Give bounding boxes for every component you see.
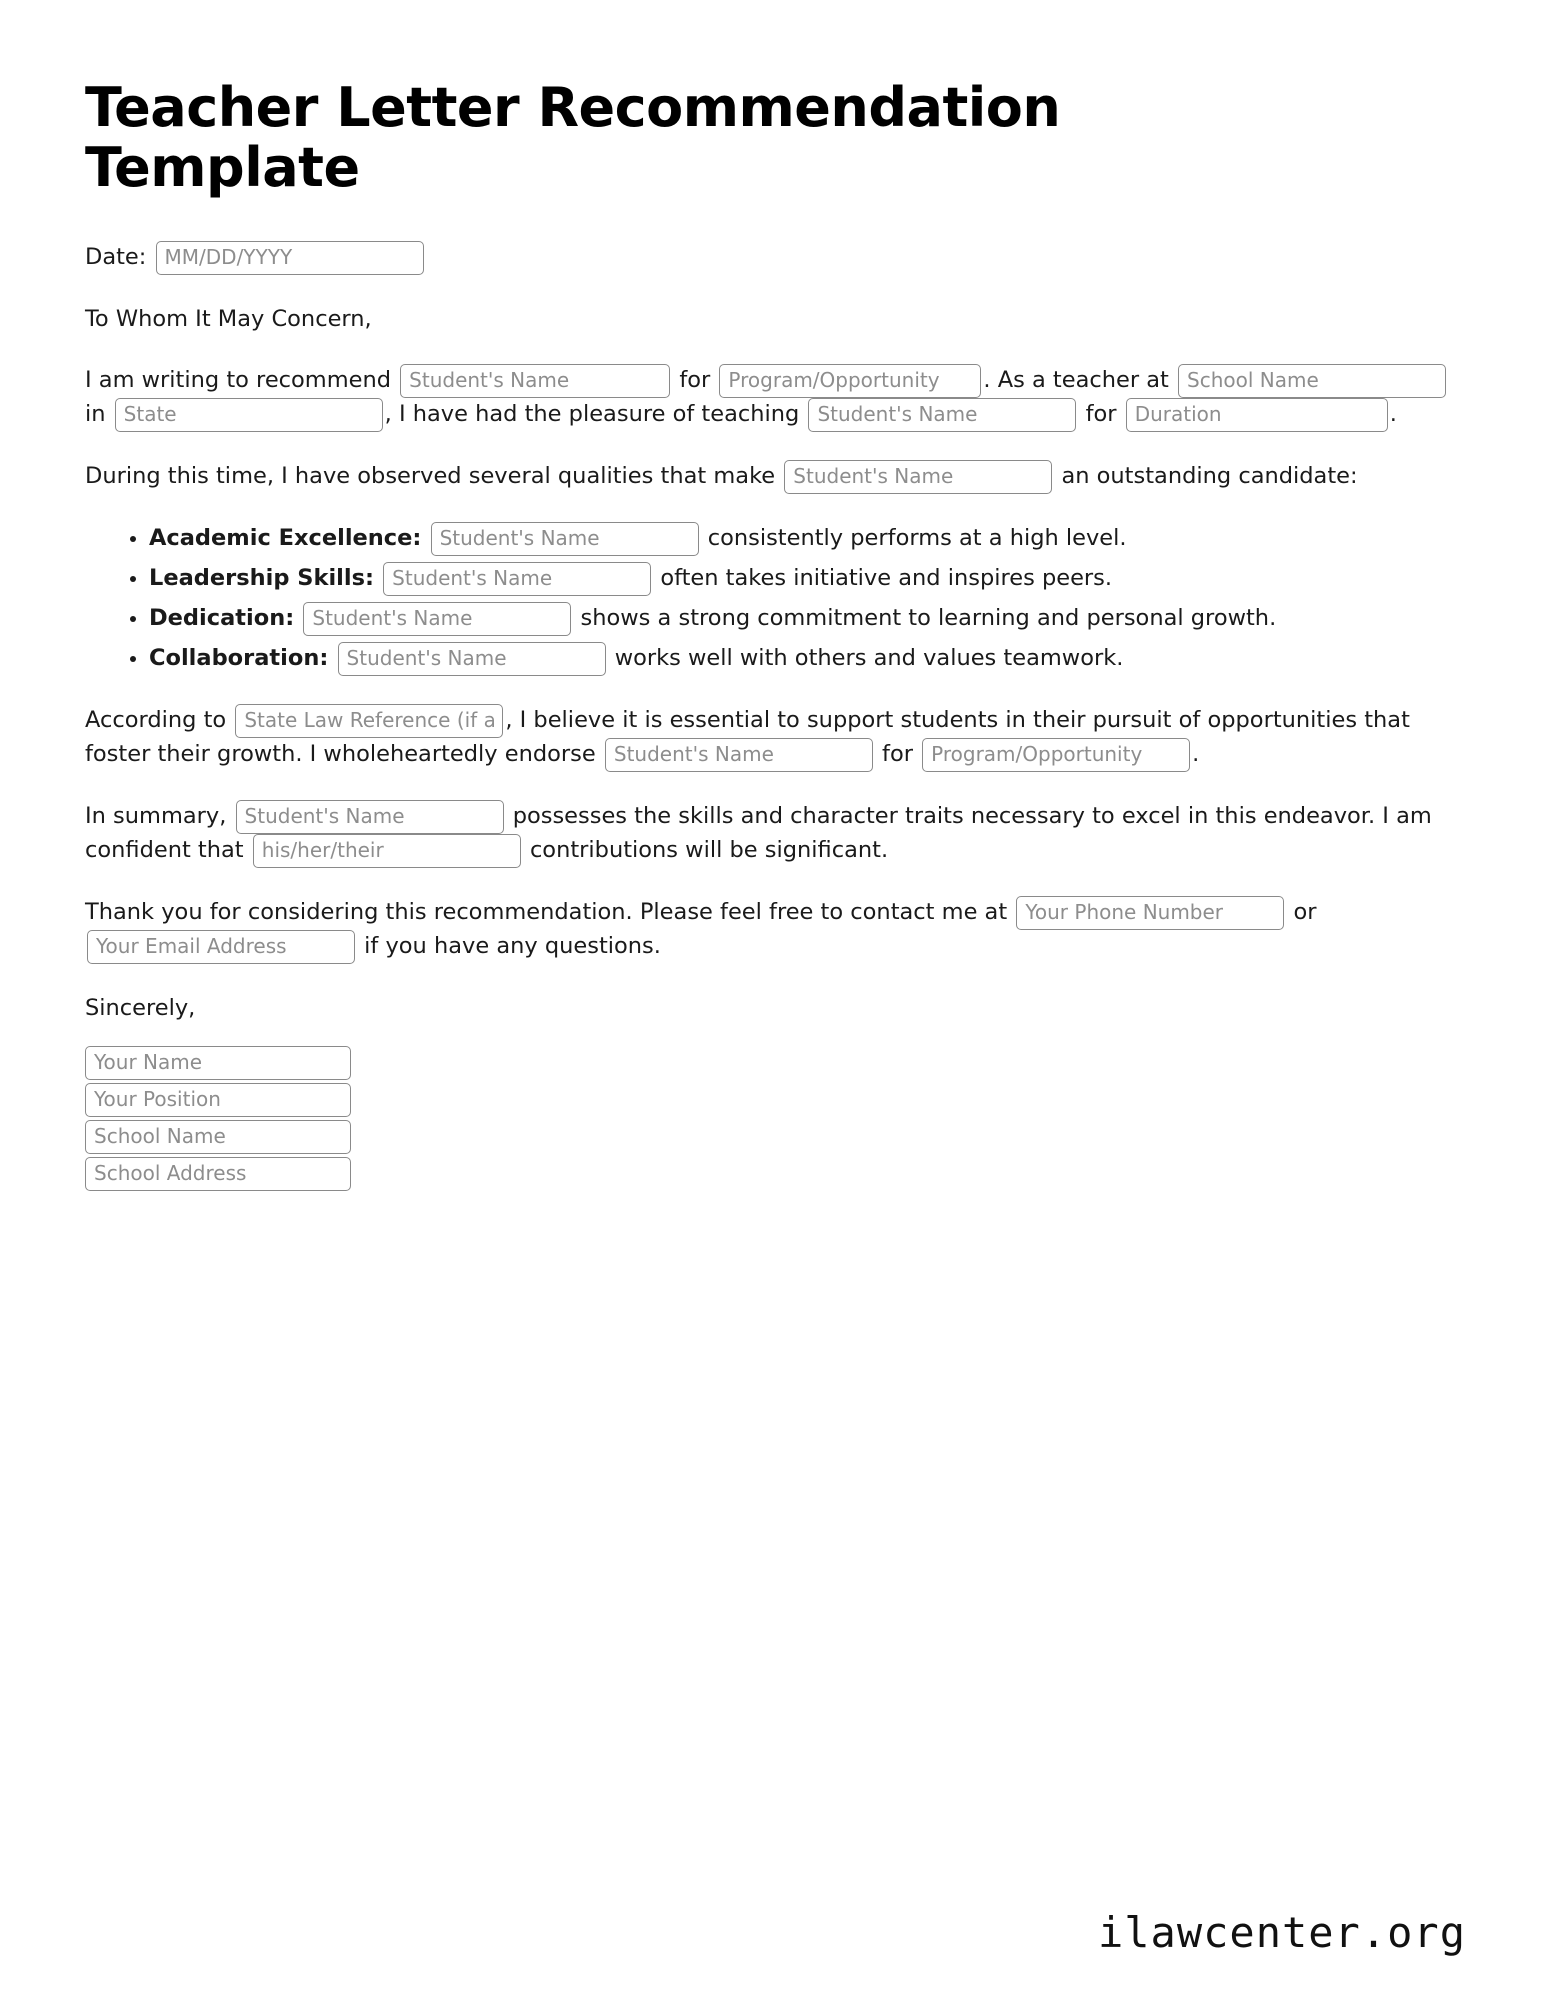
observed-text-2: an outstanding candidate: [1061,462,1358,489]
quality-label-academic: Academic Excellence: [149,524,422,551]
list-item [149,602,1455,636]
quality-tail-dedication: shows a strong commitment to learning and personal growth. [580,604,1277,631]
summary-paragraph [85,800,1455,868]
quality-tail-collaboration: works well with others and values teamwork. [614,644,1124,671]
contact-paragraph [85,896,1455,964]
contact-text-3: if you have any questions. [364,932,661,959]
qualities-list [85,522,1455,676]
quality-leadership-input[interactable] [383,562,651,596]
quality-dedication-input[interactable] [303,602,571,636]
endorsement-program-input[interactable] [922,738,1190,772]
contact-text-1: Thank you for considering this recommendation. Please feel free to contact me at [85,898,1008,925]
summary-text-3: contributions will be significant. [529,836,889,863]
list-item [149,522,1455,556]
intro-duration-input[interactable] [1126,398,1388,432]
intro-text-2: for [679,366,711,393]
intro-text-1: I am writing to recommend [85,366,392,393]
endorsement-student-name-input[interactable] [605,738,873,772]
page-title: Teacher Letter Recommendation Template [85,76,1061,200]
intro-student-name-input[interactable] [400,364,670,398]
endorsement-text-1: According to [85,706,227,733]
date-line [85,241,1455,275]
intro-text-6: for [1085,400,1117,427]
signature-school-address-input[interactable] [85,1157,351,1191]
list-item [149,562,1455,596]
summary-student-name-input[interactable] [236,800,504,834]
intro-state-input[interactable] [115,398,383,432]
quality-tail-academic: consistently performs at a high level. [707,524,1127,551]
contact-text-2: or [1293,898,1317,925]
quality-collaboration-input[interactable] [338,642,606,676]
quality-label-dedication: Dedication: [149,604,295,631]
phone-number-input[interactable] [1016,896,1284,930]
closing-sincerely: Sincerely, [85,994,196,1021]
intro-text-5: , I have had the pleasure of teaching [384,400,800,427]
observed-text-1: During this time, I have observed several qualities that make [85,462,776,489]
endorsement-text-3: for [882,740,913,767]
quality-label-collaboration: Collaboration: [149,644,329,671]
summary-text-2: possesses the skills and character traits necessary to excel in this endeavor. I am confident that [85,802,1432,863]
intro-student-name-2-input[interactable] [808,398,1076,432]
endorsement-paragraph [85,704,1455,772]
intro-text-3: . As a teacher at [983,366,1169,393]
intro-paragraph [85,364,1455,432]
quality-academic-input[interactable] [431,522,699,556]
your-name-input[interactable] [85,1046,351,1080]
date-input[interactable] [156,241,424,275]
site-watermark: ilawcenter.org [1097,1908,1466,1957]
date-label: Date: [85,243,147,270]
state-law-reference-input[interactable] [235,704,503,738]
intro-text-4: in [85,400,106,427]
email-address-input[interactable] [87,930,355,964]
endorsement-text-2: , I believe it is essential to support students in their pursuit of opportunities that foster their growth. I wholeheartedly endorse [85,706,1410,767]
summary-text-1: In summary, [85,802,227,829]
list-item [149,642,1455,676]
endorsement-text-4: . [1192,740,1200,767]
observed-student-name-input[interactable] [784,460,1052,494]
summary-pronoun-input[interactable] [253,834,521,868]
signature-school-name-input[interactable] [85,1120,351,1154]
quality-label-leadership: Leadership Skills: [149,564,374,591]
intro-program-input[interactable] [719,364,981,398]
salutation: To Whom It May Concern, [85,305,372,332]
intro-text-7: . [1389,400,1397,427]
your-position-input[interactable] [85,1083,351,1117]
observed-paragraph [85,460,1455,494]
signature-block [85,1046,1464,1191]
quality-tail-leadership: often takes initiative and inspires peers. [660,564,1113,591]
intro-school-name-input[interactable] [1178,364,1446,398]
